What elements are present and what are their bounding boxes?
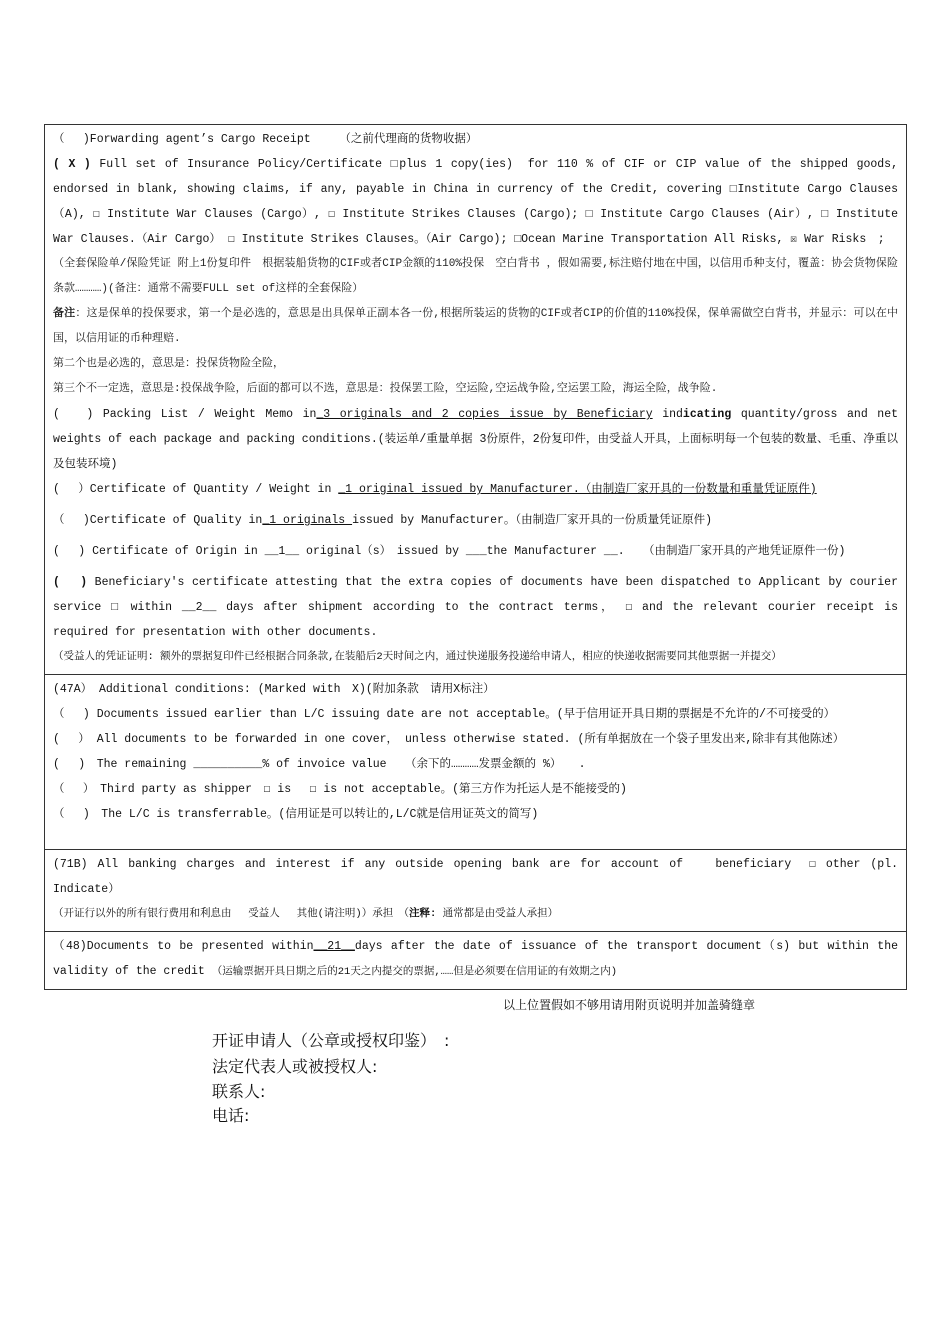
phone-label: 电话: xyxy=(212,1106,250,1125)
beneficiary-checkbox-mark[interactable]: ( ) xyxy=(53,576,88,589)
application-form-table xyxy=(44,124,907,990)
condition-third-party-shipper[interactable]: （ ） Third party as shipper ☐ is ☐ is not acceptable。(第三方作为托运人是不能接受的) xyxy=(53,783,627,796)
condition-one-cover[interactable]: ( ） All documents to be forwarded in one cover， unless otherwise stated. (所有单据放在一个袋子里发出来,除非有其他陈述） xyxy=(53,733,845,746)
beneficiary-certificate-cn: （受益人的凭证证明: 额外的票据复印件已经根据合同条款,在装船后2天时间之内，通过快递服务投递给申请人，相应的快递收据需要同其他票据一并提交） xyxy=(53,651,782,663)
banking-charges-clause[interactable]: (71B) All banking charges and interest if any outside opening bank are for account of beneficiary ☐ other (pl. Indicate） xyxy=(53,858,898,896)
banking-charges-cn: （开证行以外的所有银行费用和利息由 受益人 其他(请注明)）承担 （注释: 通常都是由受益人承担） xyxy=(53,908,559,920)
insurance-clause-cn: （全套保险单/保险凭证 附上1份复印件 根据装船货物的CIF或者CIP金额的110%投保 空白背书 ，假如需要,标注赔付地在中国，以信用币种支付，覆盖：协会货物保险条款…………)(备注：通常不需要FULL set of这样的全套保险） xyxy=(53,258,898,295)
insurance-note-3: 第三个不一定选，意思是:投保战争险，后面的都可以不选，意思是：投保罢工险，空运险,空运战争险,空运罢工险，海运全险，战争险. xyxy=(53,383,718,395)
quantity-certificate-clause[interactable]: ( ）Certificate of Quantity / Weight in _1 original issued by Manufacturer.（由制造厂家开具的一份数量和重量凭证原件) xyxy=(53,483,817,496)
insurance-clause[interactable]: ( X ) Full set of Insurance Policy/Certificate □plus 1 copy(ies) for 110 % of CIF or CIP value of the shipped goods, endorsed in blank, showing claims, if any, payable in China in currency of the Credit, covering □Institute Cargo Clauses （A), ☐ Institute War Clauses (Cargo）, ☐ Institute Strikes Clauses (Cargo); □ Institute Cargo Clauses (Air）, □ Institute War Clauses.（Air Cargo） ☐ Institute Strikes Clauses。（Air Cargo); □Ocean Marine Transportation All Risks, ☒ War Risks ; xyxy=(53,158,898,246)
footer-note: 以上位置假如不够用请用附页说明并加盖骑缝章 xyxy=(503,998,756,1012)
packing-list-clause[interactable]: ( ) Packing List / Weight Memo in_3 originals and 2 copies issue by Beneficiary indicating quantity/gross and net weights of each package and packing conditions.(装运单/重量单据 3份原件，2份复印件，由受益人开具，上面标明每一个包装的数量、毛重、净重以及包装环境) xyxy=(53,408,899,471)
beneficiary-certificate-clause[interactable]: ( ) Beneficiary's certificate attesting that the extra copies of documents have been dispatched to Applicant by courier service □ within __2__ days after shipment according to the contract terms， ☐ and the relevant courier receipt is required for presentation with other documents. xyxy=(53,576,898,639)
origin-certificate-clause[interactable]: ( ) Certificate of Origin in __1__ original（s） issued by ___the Manufacturer __. （由制造厂家开具的产地凭证原件一份) xyxy=(53,545,846,558)
insurance-note: 备注：这是保单的投保要求，第一个是必选的，意思是出具保单正副本各一份,根据所装运的货物的CIF或者CIP的价值的110%投保，保单需做空白背书，并显示：可以在中国，以信用证的币种理赔. xyxy=(53,308,899,345)
quality-certificate-clause[interactable]: （ )Certificate of Quality in_1 originals issued by Manufacturer。（由制造厂家开具的一份质量凭证原件) xyxy=(53,514,713,527)
condition-transferable[interactable]: （ ) The L/C is transferrable。(信用证是可以转让的,L/C就是信用证英文的简写) xyxy=(53,808,539,821)
contact-person-label: 联系人: xyxy=(212,1082,266,1101)
presentation-period-clause[interactable]: （48)Documents to be presented within__21__days after the date of issuance of the transport document（s) but within the validity of the credit （运输票据开具日期之后的21天之内提交的票据,……但是必须要在信用证的有效期之内) xyxy=(53,940,898,978)
insurance-note-2: 第二个也是必选的，意思是：投保货物险全险， xyxy=(53,358,284,370)
additional-conditions-heading: (47A） Additional conditions: (Marked with X)(附加条款 请用X标注） xyxy=(53,683,495,696)
condition-remaining-value[interactable]: ( ) The remaining __________% of invoice value （余下的…………发票金额的 %） . xyxy=(53,758,586,771)
applicant-signature-label: 开证申请人（公章或授权印鉴） : xyxy=(212,1031,450,1050)
legal-representative-label: 法定代表人或被授权人: xyxy=(212,1057,378,1076)
presentation-period-section xyxy=(45,932,906,989)
insurance-checkbox-mark[interactable]: ( X ) xyxy=(53,158,91,171)
condition-early-documents[interactable]: （ ) Documents issued earlier than L/C issuing date are not acceptable。(早于信用证开具日期的票据是不允许的/不可接受的） xyxy=(53,708,836,721)
additional-conditions-section xyxy=(45,675,906,850)
documents-required-section xyxy=(45,125,906,675)
banking-charges-section xyxy=(45,850,906,932)
presentation-days-field[interactable]: __21__ xyxy=(313,940,355,953)
forwarding-receipt-line[interactable]: （ )Forwarding agent’s Cargo Receipt （之前代理商的货物收据） xyxy=(53,133,478,146)
